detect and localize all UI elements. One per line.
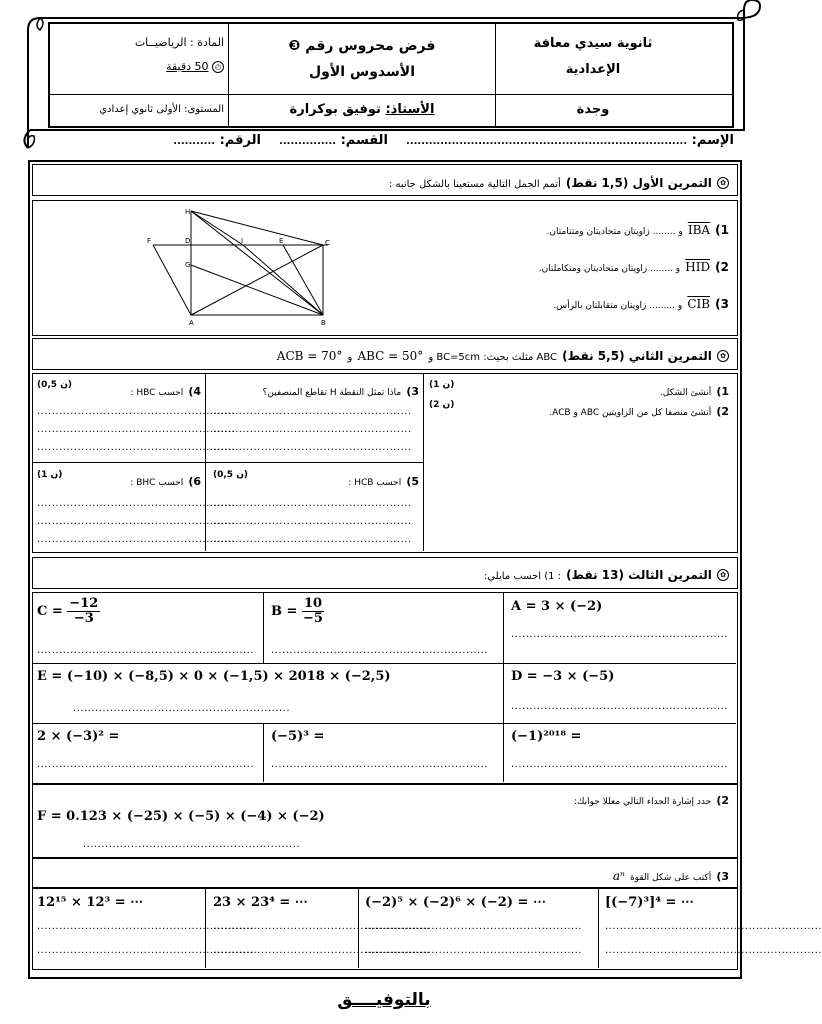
ex3-q3-grid [32, 888, 822, 970]
answer-line[interactable]: ........................................................... [271, 759, 489, 770]
ex3-title-bar [32, 557, 738, 589]
fig-label-c: C [325, 239, 330, 247]
expr-b-numerator: 10 [303, 596, 323, 611]
class-field[interactable]: ............... [279, 136, 337, 147]
power-notation: aⁿ [612, 869, 625, 883]
ex3-q2: 2) حدد إشارة الجداء التالي معللا جوابك: [573, 794, 729, 807]
answer-line[interactable]: ...................................................... [213, 442, 412, 453]
answer-line[interactable]: ...................................................... [213, 406, 412, 417]
ex2-title: التمرين الثاني (5,5 نقط) [562, 349, 712, 363]
answer-line[interactable]: ........................................................... [37, 645, 255, 656]
ex2-q4: 4) احسب HBC : [130, 385, 201, 398]
answer-line[interactable]: ........................................................... [365, 921, 583, 932]
subject: المادة : الرياضيــات [134, 36, 224, 49]
ex2-q5-points: (0,5 ن) [213, 470, 249, 480]
closing-text: بالتوفيــــق [337, 990, 431, 1010]
fig-label-d: D [185, 237, 191, 245]
bullet-icon: ✿ [717, 177, 729, 189]
answer-line[interactable]: ........................................................... [213, 945, 431, 956]
expr-b: B = $\frac{10}{-5}$ [271, 596, 323, 626]
expr-power-1: (−1)²⁰¹⁸ = [511, 729, 582, 744]
name-field[interactable]: .......................................................................... [406, 136, 688, 147]
ex1-figure [133, 205, 373, 329]
fig-label-i: I [241, 237, 244, 245]
expr-c-numerator: −12 [69, 596, 99, 611]
answer-line[interactable]: ...................................................... [213, 516, 412, 527]
duration: 50 دقيقة [166, 60, 209, 73]
level: المستوى: الأولى ثانوي إعدادي [99, 104, 224, 115]
ex2-instruction: ABC مثلث بحيث: BC=5cm و [428, 352, 558, 363]
teacher-name: توفيق بوكرارة [289, 102, 381, 117]
expr-f: F = 0.123 × (−25) × (−5) × (−4) × (−2) [37, 809, 325, 824]
fig-label-f: F [147, 237, 152, 245]
angle-label: IBA [687, 223, 711, 237]
answer-line[interactable]: ...................................................... [37, 498, 236, 509]
school-type: الإعدادية [565, 62, 621, 77]
school-unit: وجدة [576, 102, 610, 117]
expr-w2: (−2)⁵ × (−2)⁶ × (−2) = ⋯ [365, 895, 546, 910]
student-info [48, 133, 734, 153]
angle-label: CIB [687, 297, 711, 311]
ex1-item-1: 1) IBA و ........ زاويتان متحاديتان ومتتامتان. [546, 223, 729, 237]
class-label: القسم: [340, 133, 388, 148]
answer-line[interactable]: ...................................................... [213, 534, 412, 545]
ex2-grid [32, 373, 738, 553]
ex2-q6: 6) احسب BHC : [130, 475, 201, 488]
expr-b-denominator: −5 [303, 611, 323, 626]
ex2-q1: 1) أنشئ الشكل. [659, 385, 729, 398]
duration-row [54, 60, 224, 73]
answer-line[interactable]: ...................................................... [213, 498, 412, 509]
expr-a: A = 3 × (−2) [511, 599, 603, 614]
fig-label-e: E [279, 237, 284, 245]
expr-w4: 12¹⁵ × 12³ = ⋯ [37, 895, 144, 910]
answer-line[interactable]: ...................................................... [37, 424, 236, 435]
bullet-icon: ✿ [717, 350, 729, 362]
ex2-title-bar: ✿ التمرين الثاني (5,5 نقط) ABC مثلث بحيث: BC=5cm و ABC = 50° و ACB = 70° [32, 338, 738, 370]
answer-line[interactable]: ........................................................... [83, 839, 301, 850]
exam-title: فرض محروس رقم ❸ [288, 38, 436, 54]
ex2-cond2: ACB = 70° [276, 349, 343, 363]
expr-e: E = (−10) × (−8,5) × 0 × (−1,5) × 2018 × (−2,5) [37, 669, 391, 684]
answer-line[interactable]: ........................................................... [37, 945, 255, 956]
ex2-cond1: ABC = 50° [357, 349, 424, 363]
answer-line[interactable]: ........................................................... [511, 701, 729, 712]
semester: الأسدوس الأول [308, 64, 416, 80]
ex3-title: التمرين الثالث (13 نقط) [566, 568, 712, 582]
clock-icon: ◴ [212, 61, 224, 73]
expr-power-3: 2 × (−3)² = [37, 729, 120, 744]
ex2-q2-points: (2 ن) [429, 400, 455, 410]
header-table [48, 22, 734, 128]
name-label: الإسم: [691, 133, 734, 148]
ex1-instruction: أتمم الجمل التالية مستعينا بالشكل جانبه : [388, 179, 561, 190]
expr-power-2: (−5)³ = [271, 729, 325, 744]
answer-line[interactable]: ........................................................... [605, 921, 822, 932]
ex3-grid [32, 592, 738, 784]
ex3-q3-box [32, 858, 738, 888]
fig-label-h: H [185, 208, 191, 216]
number-field[interactable]: ........... [173, 136, 216, 147]
ex2-q5: 5) احسب HCB : [348, 475, 419, 488]
ex3-q3: 3) أكتب على شكل القوة aⁿ [612, 869, 729, 883]
bullet-icon: ✿ [717, 569, 729, 581]
fig-label-a: A [189, 319, 194, 327]
ex1-title-bar [32, 164, 738, 196]
ex3-q2-box [32, 784, 738, 858]
answer-line[interactable]: ...................................................... [37, 534, 236, 545]
ex2-q6-points: (1 ن) [37, 470, 63, 480]
school-name: ثانوية سيدي معافة [533, 36, 653, 51]
answer-line[interactable]: ...................................................... [213, 424, 412, 435]
expr-d: D = −3 × (−5) [511, 669, 615, 684]
answer-line[interactable]: ...................................................... [37, 516, 236, 527]
answer-line[interactable]: ...................................................... [37, 406, 236, 417]
answer-line[interactable]: ........................................................... [271, 645, 489, 656]
answer-line[interactable]: ........................................................... [213, 921, 431, 932]
answer-line[interactable]: ........................................................... [511, 629, 729, 640]
ex1-body [32, 200, 738, 336]
answer-line[interactable]: ...................................................... [37, 442, 236, 453]
answer-line[interactable]: ........................................................... [73, 703, 291, 714]
answer-line[interactable]: ........................................................... [511, 759, 729, 770]
teacher-line [232, 102, 492, 117]
answer-line[interactable]: ........................................................... [37, 921, 255, 932]
expr-c: C = $\frac{-12}{-3}$ [37, 596, 99, 626]
ex2-q2: 2) أنشئ منصفا كل من الزاويتين ABC و ACB. [549, 405, 729, 418]
ex1-item-2: 2) HID و ........ زاويتان متحاديتان ومتكاملتان. [538, 260, 729, 274]
number-label: الرقم: [219, 133, 261, 148]
answer-line[interactable]: ........................................................... [605, 945, 822, 956]
ex2-q3: 3) ماذا تمثل النقطة H تقاطع المنصفين؟ [262, 385, 419, 398]
answer-line[interactable]: ........................................................... [365, 945, 583, 956]
answer-line[interactable]: ........................................................... [37, 759, 255, 770]
ex2-q4-points: (0,5 ن) [37, 380, 73, 390]
ex3-instruction: : 1) احسب مايلي: [483, 571, 562, 582]
expr-w3: 23 × 23⁴ = ⋯ [213, 895, 308, 910]
ex2-q1-points: (1 ن) [429, 380, 455, 390]
expr-w1: [(−7)³]⁴ = ⋯ [605, 895, 694, 910]
teacher-label: الأستاذ: [385, 102, 435, 117]
ex1-item-3: 3) CIB و ......... زاويتان متقابلتان بالرأس. [553, 297, 729, 311]
fig-label-b: B [321, 319, 326, 327]
ex1-title: التمرين الأول (1,5 نقط) [565, 176, 712, 190]
angle-label: HID [685, 260, 711, 274]
fig-label-g: G [185, 261, 191, 269]
expr-c-denominator: −3 [73, 611, 94, 626]
